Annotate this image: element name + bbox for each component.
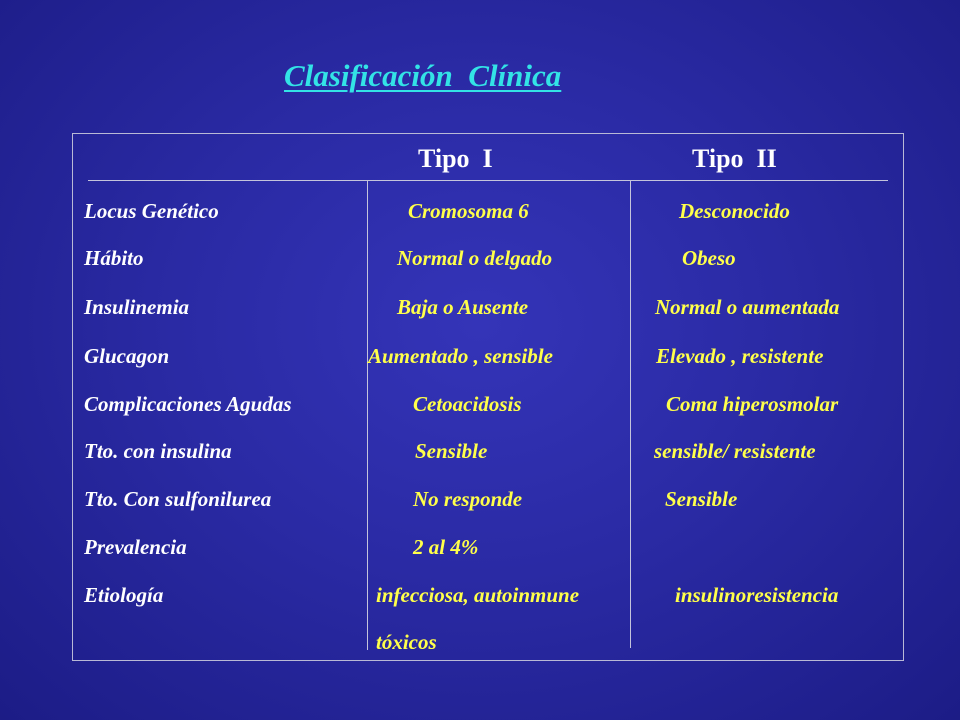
- tipo1-complicaciones-agudas: Cetoacidosis: [413, 392, 522, 416]
- row-label-locus-genetico: Locus Genético: [84, 199, 219, 223]
- tipo2-etiologia: insulinoresistencia: [675, 583, 839, 607]
- tipo1-etiologia-continued: tóxicos: [376, 630, 437, 654]
- slide-title: Clasificación Clínica: [284, 58, 562, 93]
- tipo2-glucagon: Elevado , resistente: [656, 344, 824, 368]
- tipo2-insulinemia: Normal o aumentada: [655, 295, 840, 319]
- tipo1-tto-sulfonilurea: No responde: [413, 487, 523, 511]
- tipo1-glucagon: Aumentado , sensible: [368, 344, 553, 368]
- column-divider-tipo1: [367, 180, 368, 650]
- tipo2-tto-sulfonilurea: Sensible: [665, 487, 738, 511]
- row-label-habito: Hábito: [84, 246, 144, 270]
- header-tipo-2: Tipo II: [692, 144, 777, 173]
- tipo2-complicaciones-agudas: Coma hiperosmolar: [666, 392, 839, 416]
- row-label-glucagon: Glucagon: [84, 344, 170, 368]
- tipo1-habito: Normal o delgado: [397, 246, 553, 270]
- tipo2-habito: Obeso: [682, 246, 736, 270]
- row-label-tto-insulina: Tto. con insulina: [84, 439, 232, 463]
- row-label-etiologia: Etiología: [84, 583, 164, 607]
- row-label-complicaciones-agudas: Complicaciones Agudas: [84, 392, 292, 416]
- header-tipo-1: Tipo I: [418, 144, 493, 173]
- tipo1-locus-genetico: Cromosoma 6: [408, 199, 529, 223]
- tipo1-etiologia: infecciosa, autoinmune: [376, 583, 580, 607]
- header-divider: [88, 180, 888, 181]
- tipo1-insulinemia: Baja o Ausente: [397, 295, 529, 319]
- tipo2-locus-genetico: Desconocido: [679, 199, 790, 223]
- tipo1-prevalencia: 2 al 4%: [413, 535, 479, 559]
- tipo1-tto-insulina: Sensible: [415, 439, 488, 463]
- row-label-prevalencia: Prevalencia: [84, 535, 187, 559]
- column-divider-tipo2: [630, 180, 631, 648]
- tipo2-tto-insulina: sensible/ resistente: [654, 439, 816, 463]
- row-label-tto-sulfonilurea: Tto. Con sulfonilurea: [84, 487, 272, 511]
- row-label-insulinemia: Insulinemia: [84, 295, 190, 319]
